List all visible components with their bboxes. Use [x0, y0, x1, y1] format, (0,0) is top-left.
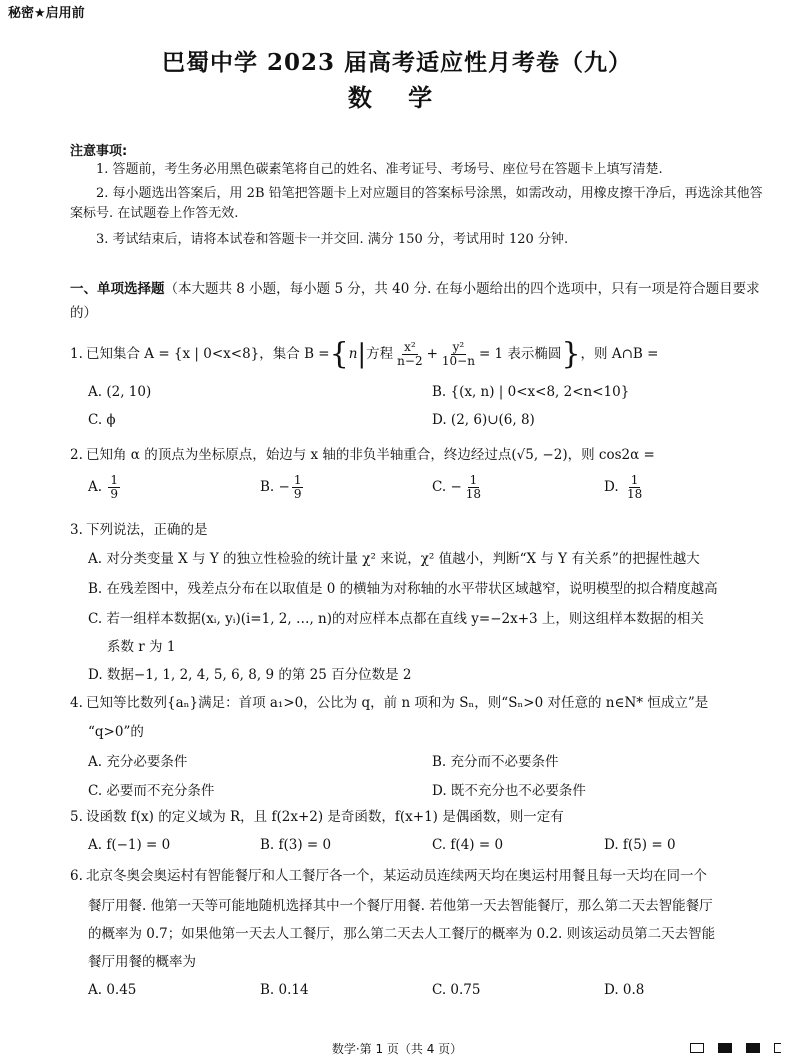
notice-item-1: 1. 答题前，考生务必用黑色碳素笔将自己的姓名、准考证号、考场号、座位号在答题卡上填写清楚.	[96, 162, 663, 177]
frac-num: x²	[404, 340, 416, 354]
notice-item-2: 2. 每小题选出答案后，用 2B 铅笔把答题卡上对应题目的答案标号涂黑，如需改动，用橡皮擦干净后，再选涂其他答案标号. 在试题卷上作答无效.	[70, 186, 763, 222]
question-1-stem	[70, 336, 775, 372]
frac-den: n−2	[397, 354, 423, 368]
subject-title: 数 学	[347, 83, 447, 112]
option-label: A.	[88, 479, 103, 495]
q6-line2: 餐厅用餐. 他第一天等可能地随机选择其中一个餐厅用餐. 若他第一天去智能餐厅，那么第二天去智能餐厅	[88, 898, 713, 914]
q1-option-a: A. (2, 10)	[88, 384, 152, 400]
frac-num: y²	[452, 340, 465, 354]
section-desc: （本大题共 8 小题，每小题 5 分，共 40 分. 在每小题给出的四个选项中，只有一项是符合题目要求的）	[70, 281, 760, 321]
q3-option-a: A. 对分类变量 X 与 Y 的独立性检验的统计量 χ² 来说，χ² 值越小，判断“X 与 Y 有关系”的把握性越大	[88, 551, 700, 567]
option-fraction	[464, 474, 483, 501]
q6-line3: 的概率为 0.7；如果他第一天去人工餐厅，那么第二天去人工餐厅的概率为 0.2. 则该运动员第二天去智能	[88, 926, 716, 942]
q5-option-c: C. f(4) = 0	[432, 837, 504, 853]
option-fraction	[108, 474, 120, 501]
option-label: D.	[604, 479, 619, 495]
q6-line4: 餐厅用餐的概率为	[88, 954, 196, 970]
q6-option-c: C. 0.75	[432, 982, 481, 998]
q6-option-d: D. 0.8	[604, 982, 645, 998]
page-footer: 数学·第 1 页（共 4 页）	[331, 1042, 463, 1056]
exam-title: 巴蜀中学 2023 届高考适应性月考卷（九）	[161, 49, 633, 76]
frac-num: 1	[469, 473, 478, 487]
section-heading	[70, 277, 770, 325]
question-2-stem	[70, 443, 775, 467]
q5-option-d: D. f(5) = 0	[604, 837, 676, 853]
q2-stem-text: 已知角 α 的顶点为坐标原点，始边与 x 轴的非负半轴重合，终边经过点(√5, −2)，则 cos2α =	[86, 447, 655, 463]
frac-num: 1	[293, 473, 302, 487]
option-label: C.	[432, 479, 447, 495]
q5-option-a: A. f(−1) = 0	[88, 837, 171, 853]
q1-option-d: D. (2, 6)∪(6, 8)	[432, 412, 535, 428]
q2-option-b	[260, 474, 305, 501]
q5-option-b: B. f(3) = 0	[260, 837, 332, 853]
question-number: 1.	[70, 346, 83, 362]
q4-option-c: C. 必要而不充分条件	[88, 783, 215, 799]
section-label: 一、单项选择题	[70, 281, 165, 297]
q6-option-b: B. 0.14	[260, 982, 309, 998]
q1-set-n: n	[348, 346, 358, 362]
confidential-label: 秘密★启用前	[8, 6, 85, 21]
page-mark	[746, 1043, 760, 1053]
q1-eq-label: 方程	[366, 346, 394, 362]
q2-option-d	[604, 474, 646, 501]
frac-den: 18	[626, 487, 643, 501]
question-number: 2.	[70, 447, 83, 463]
frac-den: 18	[465, 487, 482, 501]
q4-option-d: D. 既不充分也不必要条件	[432, 783, 586, 799]
question-4-stem	[70, 691, 775, 715]
option-fraction	[292, 474, 304, 501]
brace-close: }	[561, 336, 581, 372]
frac-num: 1	[630, 473, 639, 487]
option-sign: −	[450, 479, 462, 495]
page-marks	[690, 1043, 781, 1053]
q3-option-c: C. 若一组样本数据(xᵢ, yᵢ)(i=1, 2, …, n)的对应样本点都在直线 y=−2x+3 上，则这组样本数据的相关	[88, 611, 704, 627]
q5-stem-text: 设函数 f(x) 的定义域为 R，且 f(2x+2) 是奇函数，f(x+1) 是偶函数，则一定有	[86, 809, 564, 825]
set-bar: |	[357, 339, 367, 370]
question-3-stem	[70, 518, 775, 542]
question-number: 3.	[70, 522, 83, 538]
option-fraction	[625, 474, 644, 501]
q6-option-a: A. 0.45	[88, 982, 137, 998]
frac-den: 9	[110, 487, 118, 501]
page-mark	[774, 1043, 781, 1053]
frac-den: 9	[293, 487, 302, 501]
q2-option-a	[88, 474, 122, 501]
frac-num: 1	[110, 473, 118, 487]
q2-option-c	[432, 474, 485, 501]
question-number: 4.	[70, 695, 83, 711]
q1-option-b: B. {(x, n) | 0<x<8, 2<n<10}	[432, 384, 630, 400]
q1-eq-rest: = 1 表示椭圆	[478, 346, 562, 362]
q1-fraction-x	[395, 341, 424, 368]
brace-open: {	[329, 336, 349, 372]
question-6-stem	[70, 864, 775, 888]
question-number: 5.	[70, 809, 83, 825]
question-5-stem	[70, 805, 775, 829]
q3-stem-text: 下列说法，正确的是	[86, 522, 208, 538]
q4-option-b: B. 充分而不必要条件	[432, 754, 559, 770]
option-label: B.	[260, 479, 275, 495]
q1-stem-b: ，则 A∩B =	[580, 346, 659, 362]
notice-heading: 注意事项:	[70, 144, 128, 159]
frac-den: 10−n	[441, 354, 475, 368]
page-mark	[718, 1043, 732, 1053]
question-number: 6.	[70, 868, 83, 884]
q1-plus: +	[426, 346, 438, 362]
q3-option-b: B. 在残差图中，残差点分布在以取值是 0 的横轴为对称轴的水平带状区域越窄，说明模型的拟合精度越高	[88, 581, 718, 597]
page-mark	[690, 1043, 704, 1053]
q1-stem-a: 已知集合 A = {x | 0<x<8}，集合 B =	[86, 346, 330, 362]
q6-line1: 北京冬奥会奥运村有智能餐厅和人工餐厅各一个，某运动员连续两天均在奥运村用餐且每一天均在同一个	[86, 868, 707, 884]
option-sign: −	[278, 479, 290, 495]
q1-fraction-y	[440, 341, 477, 368]
q1-option-c: C. ϕ	[88, 412, 116, 428]
q3-option-c-cont: 系数 r 为 1	[107, 639, 176, 655]
q4-option-a: A. 充分必要条件	[88, 754, 188, 770]
q4-stem-line1: 已知等比数列{aₙ}满足：首项 a₁>0，公比为 q，前 n 项和为 Sₙ，则“Sₙ>0 对任意的 n∈N* 恒成立”是	[86, 695, 709, 711]
q3-option-d: D. 数据−1, 1, 2, 4, 5, 6, 8, 9 的第 25 百分位数是 2	[88, 667, 412, 683]
q4-stem-line2: “q>0”的	[88, 724, 144, 740]
notice-item-3: 3. 考试结束后，请将本试卷和答题卡一并交回. 满分 150 分，考试用时 120 分钟.	[96, 232, 569, 247]
